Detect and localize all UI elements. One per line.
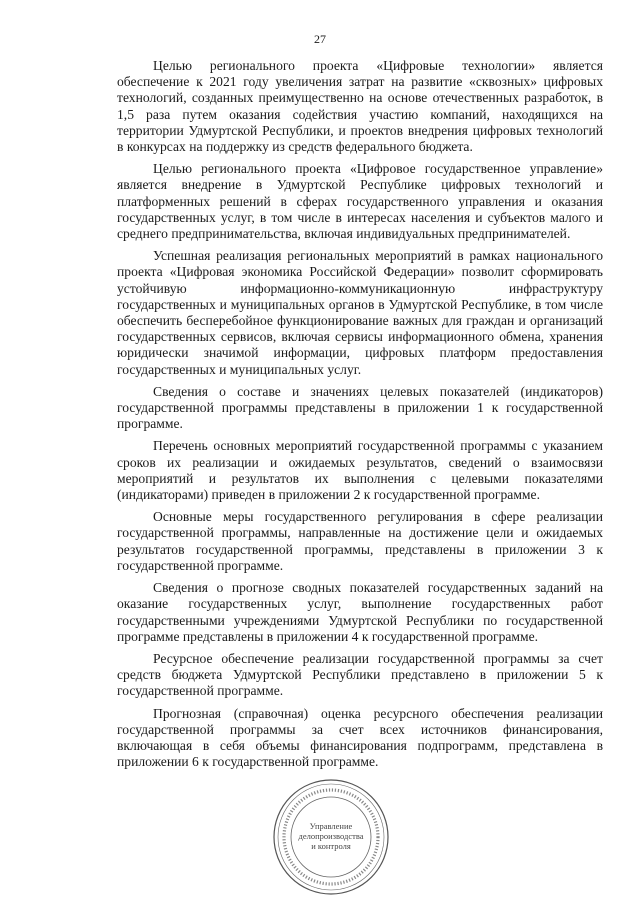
paragraph-4: Сведения о составе и значениях целевых показателей (индикаторов) государственной программы представлены в приложении 1 к государственной программе. <box>117 383 603 432</box>
stamp-text-line-2: делопроизводства <box>298 831 364 841</box>
paragraph-1: Целью регионального проекта «Цифровые технологии» является обеспечение к 2021 году увеличения затрат на развитие «сквозных» цифровых технологий, созданных преимущественно на основе отечественных разработок, в 1,5 раза путем оказания содействия участию компаний, находящихся на территории Удмуртской Республики, и проектов внедрения цифровых технологий в конкурсах на поддержку из средств федерального бюджета. <box>117 58 603 155</box>
paragraph-9: Прогнозная (справочная) оценка ресурсного обеспечения реализации государственной программы за счет всех источников финансирования, включающая в себя объемы финансирования подпрограмм, представлена в приложении 6 к государственной программе. <box>117 705 603 770</box>
page-number: 27 <box>314 32 326 46</box>
paragraph-2: Целью регионального проекта «Цифровое государственное управление» является внедрение в Удмуртской Республике цифровых технологий и платформенных решений в сферах государственного управления и оказания государственных услуг, в том числе в интересах населения и субъектов малого и среднего предпринимательства, включая индивидуальных предпринимателей. <box>117 161 603 242</box>
paragraph-3: Успешная реализация региональных мероприятий в рамках национального проекта «Цифровая экономика Российской Федерации» позволит сформировать устойчивую информационно-коммуникационную инфраструктуру государственных и муниципальных органов в Удмуртской Республике, в том числе обеспечить бесперебойное функционирование важных для граждан и организаций государственных сервисов, включая сервисы информационного обмена, хранения юридически значимой информации, цифровых платформ предоставления государственных и муниципальных услуг. <box>117 248 603 377</box>
paragraph-8: Ресурсное обеспечение реализации государственной программы за счет средств бюджета Удмуртской Республики представлено в приложении 5 к государственной программе. <box>117 650 603 699</box>
official-stamp <box>271 777 391 897</box>
stamp-text-line-1: Управление <box>309 821 353 831</box>
paragraph-5: Перечень основных мероприятий государственной программы с указанием сроков их реализации и ожидаемых результатов, сведений о взаимосвязи мероприятий и результатов их выполнения с целевыми показателями (индикаторами) приведен в приложении 2 к государственной программе. <box>117 438 603 503</box>
stamp-text-line-3: и контроля <box>311 841 351 851</box>
document-body <box>117 58 603 776</box>
paragraph-6: Основные меры государственного регулирования в сфере реализации государственной программы, направленные на достижение цели и ожидаемых результатов государственной программы, представлены в приложении 3 к государственной программе. <box>117 509 603 573</box>
paragraph-7: Сведения о прогнозе сводных показателей государственных заданий на оказание государственных услуг, выполнение государственных работ государственными учреждениями Удмуртской Республики по государственной программе представлены в приложении 4 к государственной программе. <box>117 580 603 644</box>
